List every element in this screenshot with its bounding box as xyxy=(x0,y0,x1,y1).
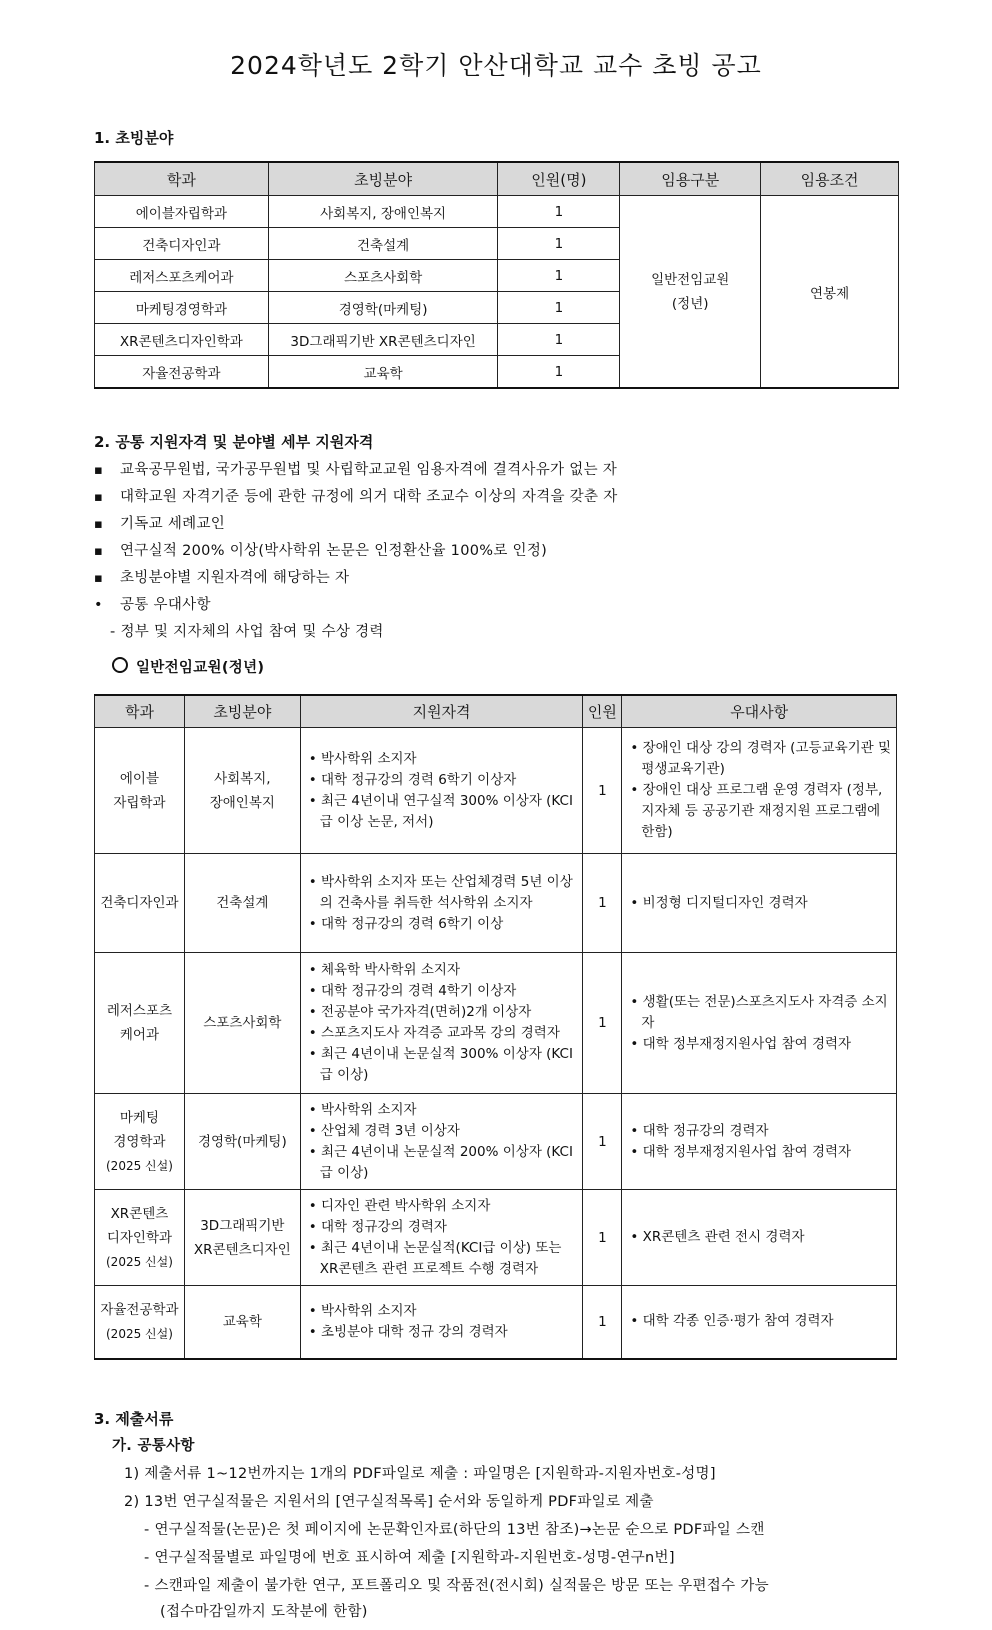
field-cell: 교육학 xyxy=(268,356,498,389)
field-line: XR콘텐츠디자인 xyxy=(193,1241,291,1258)
table-header-row xyxy=(95,695,897,728)
dept-cell xyxy=(95,728,185,854)
dept-cell: 마케팅경영학과 xyxy=(95,292,269,324)
header-preference: 우대사항 xyxy=(622,695,897,728)
header-field: 초빙분야 xyxy=(184,695,300,728)
table-row xyxy=(95,1094,897,1190)
page-title: 2024학년도 2학기 안산대학교 교수 초빙 공고 xyxy=(230,51,762,80)
dept-cell xyxy=(95,1094,185,1190)
field-cell xyxy=(184,1190,300,1286)
field-cell: 스포츠사회학 xyxy=(184,953,300,1094)
section-3-heading: 3. 제출서류 xyxy=(94,1410,174,1428)
dept-cell xyxy=(95,953,185,1094)
qualification-cell xyxy=(300,1190,583,1286)
common-preference-label: • 공통 우대사항 xyxy=(94,593,211,614)
qualification-line: • 최근 4년이내 논문실적(KCI급 이상) 또는 XR콘텐츠 관련 프로젝트 수행 경력자 xyxy=(309,1238,583,1280)
dept-cell: 건축디자인과 xyxy=(95,228,269,260)
preference-cell xyxy=(622,1190,897,1286)
submission-line: 2) 13번 연구실적물은 지원서의 [연구실적목록] 순서와 동일하게 PDF파일로 제출 xyxy=(124,1494,654,1510)
dept-cell xyxy=(95,1286,185,1359)
table-header-row xyxy=(95,162,899,196)
dept-cell: 레저스포츠케어과 xyxy=(95,260,269,292)
preference-line: • 대학 정부재정지원사업 참여 경력자 xyxy=(630,1142,896,1163)
qualification-cell xyxy=(300,728,583,854)
qualification-cell xyxy=(300,1094,583,1190)
preference-cell xyxy=(622,1094,897,1190)
qualification-item: ▪ 기독교 세례교인 xyxy=(94,512,225,533)
count-cell: 1 xyxy=(498,324,620,356)
qualification-line: • 최근 4년이내 연구실적 300% 이상자 (KCI급 이상 논문, 저서) xyxy=(309,791,583,833)
circle-icon xyxy=(112,657,128,673)
header-field: 초빙분야 xyxy=(268,162,498,196)
qualification-line: • 스포츠지도사 자격증 교과목 강의 경력자 xyxy=(309,1023,583,1044)
qualification-line: • 대학 정규강의 경력 6학기 이상 xyxy=(309,914,583,935)
field-cell: 스포츠사회학 xyxy=(268,260,498,292)
qualification-line: • 대학 정규강의 경력 4학기 이상자 xyxy=(309,981,583,1002)
preference-line: • 장애인 대상 프로그램 운영 경력자 (정부, 지자체 등 공공기관 재정지원 프로그램에 한함) xyxy=(630,780,896,843)
qualification-item: ▪ 교육공무원법, 국가공무원법 및 사립학교교원 임용자격에 결격사유가 없는 자 xyxy=(94,458,617,479)
table-row xyxy=(95,953,897,1094)
dept-cell: XR콘텐츠디자인학과 xyxy=(95,324,269,356)
field-cell: 교육학 xyxy=(184,1286,300,1359)
dept-note: (2025 신설) xyxy=(106,1326,173,1341)
count-cell: 1 xyxy=(498,228,620,260)
qualification-line: • 박사학위 소지자 xyxy=(309,1100,583,1121)
preference-cell xyxy=(622,854,897,953)
qualification-cell xyxy=(300,1286,583,1359)
preference-line: • 대학 각종 인증·평가 참여 경력자 xyxy=(630,1311,896,1332)
preference-line: • 대학 정부재정지원사업 참여 경력자 xyxy=(630,1034,896,1055)
appoint-type-line: 일반전임교원 xyxy=(651,271,730,288)
dept-line: 케어과 xyxy=(119,1027,160,1043)
qualification-item: ▪ 초빙분야별 지원자격에 해당하는 자 xyxy=(94,566,349,587)
qualification-cell xyxy=(300,854,583,953)
qualification-line: • 최근 4년이내 논문실적 200% 이상자 (KCI급 이상) xyxy=(309,1142,583,1184)
qualification-line: • 산업체 경력 3년 이상자 xyxy=(309,1121,583,1142)
header-count: 인원 xyxy=(583,695,622,728)
count-cell: 1 xyxy=(583,728,622,854)
table-row xyxy=(95,1286,897,1359)
field-line: 장애인복지 xyxy=(209,794,275,811)
preference-line: • XR콘텐츠 관련 전시 경력자 xyxy=(630,1227,896,1248)
qualification-line: • 박사학위 소지자 또는 산업체경력 5년 이상의 건축사를 취득한 석사학위 소지자 xyxy=(309,872,583,914)
header-dept: 학과 xyxy=(95,162,269,196)
preference-line: • 대학 정규강의 경력자 xyxy=(630,1121,896,1142)
dept-note: (2025 신설) xyxy=(106,1158,173,1173)
field-cell xyxy=(184,728,300,854)
count-cell: 1 xyxy=(583,854,622,953)
dept-line: 자율전공학과 xyxy=(100,1301,179,1318)
preference-cell xyxy=(622,953,897,1094)
appoint-cond-cell: 연봉제 xyxy=(761,196,899,389)
header-count: 인원(명) xyxy=(498,162,620,196)
dept-line: 에이블 xyxy=(119,770,160,787)
header-qualification: 지원자격 xyxy=(300,695,583,728)
field-line: 사회복지, xyxy=(214,770,271,787)
submission-line: - 연구실적물(논문)은 첫 페이지에 논문확인자료(하단의 13번 참조)→논문 순으로 PDF파일 스캔 xyxy=(144,1522,765,1538)
subsection-heading xyxy=(112,656,264,677)
qualification-item: ▪ 연구실적 200% 이상(박사학위 논문은 인정환산율 100%로 인정) xyxy=(94,539,547,560)
qualification-cell xyxy=(300,953,583,1094)
qualification-line: • 대학 정규강의 경력자 xyxy=(309,1217,583,1238)
qualification-line: • 전공분야 국가자격(면허)2개 이상자 xyxy=(309,1002,583,1023)
field-cell: 건축설계 xyxy=(268,228,498,260)
qualification-line: • 대학 정규강의 경력 6학기 이상자 xyxy=(309,770,583,791)
recruitment-fields-table xyxy=(94,161,899,389)
qualification-line: • 박사학위 소지자 xyxy=(309,1301,583,1322)
dept-line: XR콘텐츠 xyxy=(110,1205,169,1222)
dept-line: 자립학과 xyxy=(113,794,166,811)
dept-line: 경영학과 xyxy=(113,1133,166,1150)
count-cell: 1 xyxy=(583,1094,622,1190)
dept-note: (2025 신설) xyxy=(106,1254,173,1269)
preference-line: • 비정형 디지털디자인 경력자 xyxy=(630,893,896,914)
submission-line: (접수마감일까지 도착분에 한함) xyxy=(160,1604,368,1620)
qualification-item: ▪ 대학교원 자격기준 등에 관한 규정에 의거 대학 조교수 이상의 자격을 갖춘 자 xyxy=(94,485,618,506)
dept-cell: 자율전공학과 xyxy=(95,356,269,389)
count-cell: 1 xyxy=(498,196,620,228)
field-line: 3D그래픽기반 xyxy=(200,1217,285,1234)
dept-line: 디자인학과 xyxy=(106,1229,173,1246)
dept-cell xyxy=(95,1190,185,1286)
qualification-line: • 최근 4년이내 논문실적 300% 이상자 (KCI급 이상) xyxy=(309,1044,583,1086)
preference-line: • 생활(또는 전문)스포츠지도사 자격증 소지자 xyxy=(630,992,896,1034)
preference-cell xyxy=(622,1286,897,1359)
qualification-line: • 체육학 박사학위 소지자 xyxy=(309,960,583,981)
common-preference-detail: - 정부 및 지자체의 사업 참여 및 수상 경력 xyxy=(110,624,384,640)
submission-line: - 스캔파일 제출이 불가한 연구, 포트폴리오 및 작품전(전시회) 실적물은 방문 또는 우편접수 가능 xyxy=(144,1578,769,1594)
count-cell: 1 xyxy=(498,292,620,324)
table-row xyxy=(95,196,899,228)
field-cell: 경영학(마케팅) xyxy=(268,292,498,324)
appoint-type-cell xyxy=(620,196,761,389)
qualification-line: • 박사학위 소지자 xyxy=(309,749,583,770)
subsection-title: 일반전임교원(정년) xyxy=(136,660,265,676)
dept-line: 마케팅 xyxy=(119,1109,160,1126)
preference-line: • 장애인 대상 강의 경력자 (고등교육기관 및 평생교육기관) xyxy=(630,738,896,780)
count-cell: 1 xyxy=(498,260,620,292)
section-2-heading: 2. 공통 지원자격 및 분야별 세부 지원자격 xyxy=(94,433,374,451)
dept-cell: 건축디자인과 xyxy=(95,854,185,953)
preference-cell xyxy=(622,728,897,854)
table-row xyxy=(95,1190,897,1286)
field-cell: 사회복지, 장애인복지 xyxy=(268,196,498,228)
count-cell: 1 xyxy=(583,953,622,1094)
header-appoint-type: 임용구분 xyxy=(620,162,761,196)
count-cell: 1 xyxy=(583,1286,622,1359)
section-1-heading: 1. 초빙분야 xyxy=(94,129,174,147)
field-cell: 경영학(마케팅) xyxy=(184,1094,300,1190)
dept-line: 레저스포츠 xyxy=(106,1003,173,1019)
appoint-type-line: (정년) xyxy=(671,295,709,312)
dept-cell: 에이블자립학과 xyxy=(95,196,269,228)
submission-line: - 연구실적물별로 파일명에 번호 표시하여 제출 [지원학과-지원번호-성명-연구n번] xyxy=(144,1550,675,1566)
field-cell: 건축설계 xyxy=(184,854,300,953)
count-cell: 1 xyxy=(498,356,620,389)
detailed-qualifications-table xyxy=(94,694,897,1360)
qualification-line: • 초빙분야 대학 정규 강의 경력자 xyxy=(309,1322,583,1343)
header-appoint-cond: 임용조건 xyxy=(761,162,899,196)
header-dept: 학과 xyxy=(95,695,185,728)
section-3-subheading: 가. 공통사항 xyxy=(112,1438,195,1454)
submission-line: 1) 제출서류 1~12번까지는 1개의 PDF파일로 제출 : 파일명은 [지원학과-지원자번호-성명] xyxy=(124,1466,716,1482)
table-row xyxy=(95,728,897,854)
qualification-line: • 디자인 관련 박사학위 소지자 xyxy=(309,1196,583,1217)
field-cell: 3D그래픽기반 XR콘텐츠디자인 xyxy=(268,324,498,356)
count-cell: 1 xyxy=(583,1190,622,1286)
table-row xyxy=(95,854,897,953)
